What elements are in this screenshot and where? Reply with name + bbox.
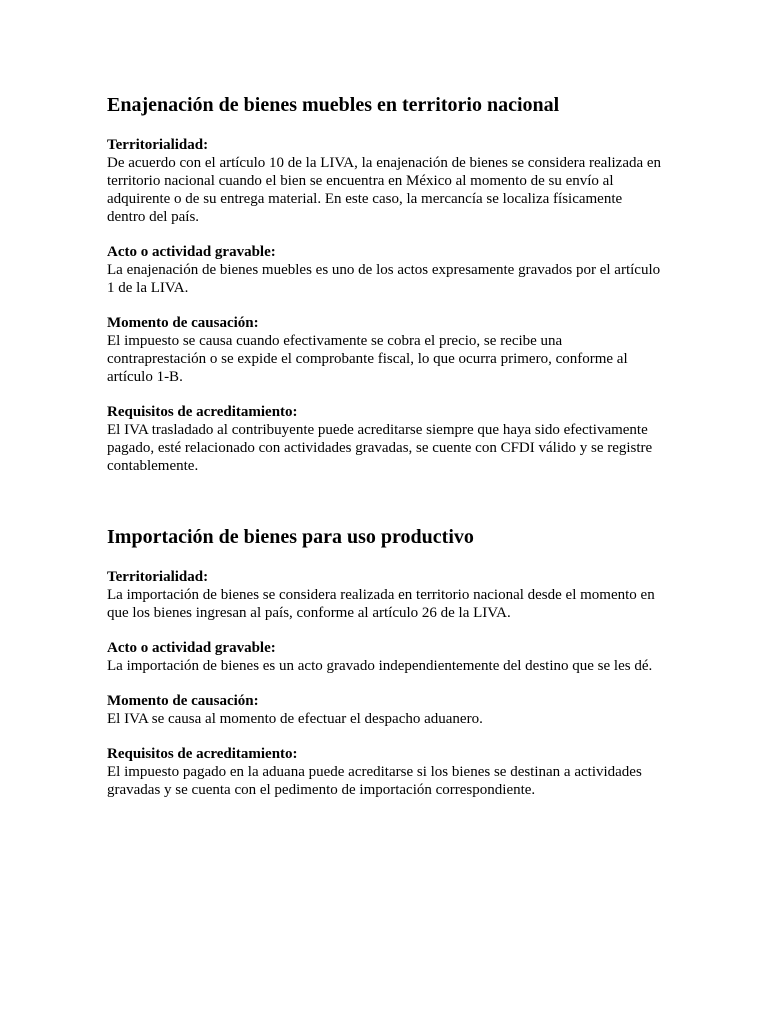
item-momento-causacion <box>107 314 664 386</box>
item-requisitos-acreditamiento <box>107 745 664 799</box>
item-text: El impuesto pagado en la aduana puede acreditarse si los bienes se destinan a actividades gravadas y se cuenta con el pedimento de importación correspondiente. <box>107 764 642 798</box>
section-title: Enajenación de bienes muebles en territorio nacional <box>107 94 560 116</box>
item-text: La importación de bienes se considera realizada en territorio nacional desde el momento en que los bienes ingresan al país, conforme al artículo 26 de la LIVA. <box>107 587 655 621</box>
item-acto-gravable <box>107 639 664 675</box>
item-heading: Requisitos de acreditamiento: <box>107 746 298 762</box>
item-text: La enajenación de bienes muebles es uno de los actos expresamente gravados por el artículo 1 de la LIVA. <box>107 262 661 296</box>
section-title: Importación de bienes para uso productivo <box>107 526 474 548</box>
item-heading: Requisitos de acreditamiento: <box>107 404 298 420</box>
item-text: El IVA se causa al momento de efectuar el despacho aduanero. <box>107 711 483 727</box>
item-text: La importación de bienes es un acto gravado independientemente del destino que se les dé. <box>107 658 653 674</box>
item-text: El impuesto se causa cuando efectivamente se cobra el precio, se recibe una contraprestación o se expide el comprobante fiscal, lo que ocurra primero, conforme al artículo 1-B. <box>107 333 628 385</box>
item-heading: Momento de causación: <box>107 693 259 709</box>
item-momento-causacion <box>107 692 664 728</box>
section-importacion <box>107 525 664 799</box>
section-enajenacion <box>107 0 664 475</box>
item-text: El IVA trasladado al contribuyente puede acreditarse siempre que haya sido efectivamente pagado, esté relacionado con actividades gravadas, se cuente con CFDI válido y se registre contablemente. <box>107 422 653 474</box>
item-acto-gravable <box>107 243 664 297</box>
item-heading: Territorialidad: <box>107 569 209 585</box>
item-heading: Momento de causación: <box>107 315 259 331</box>
item-text: De acuerdo con el artículo 10 de la LIVA, la enajenación de bienes se considera realizada en territorio nacional cuando el bien se encuentra en México al momento de su envío al adquirente o de su entrega material. En este caso, la mercancía se localiza físicamente dentro del país. <box>107 155 662 225</box>
item-heading: Acto o actividad gravable: <box>107 244 276 260</box>
item-territorialidad <box>107 136 664 226</box>
item-requisitos-acreditamiento <box>107 403 664 475</box>
item-territorialidad <box>107 568 664 622</box>
item-heading: Territorialidad: <box>107 137 209 153</box>
item-heading: Acto o actividad gravable: <box>107 640 276 656</box>
